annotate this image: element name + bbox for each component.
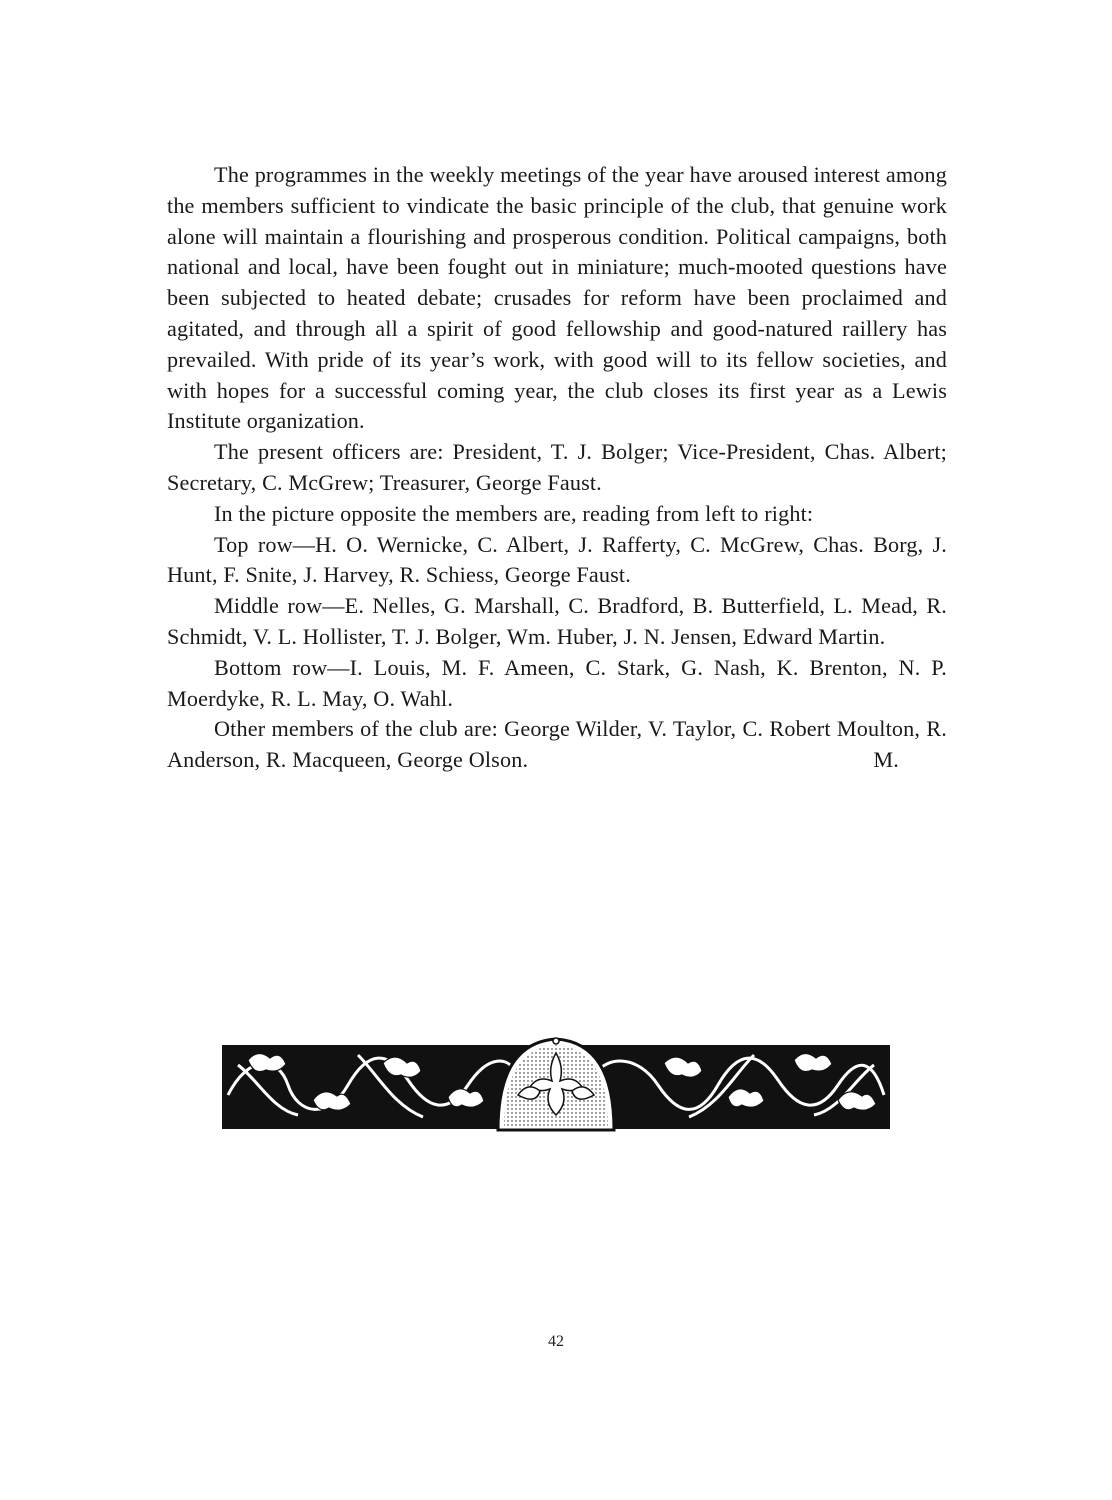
paragraph-officers: The present officers are: President, T. J. Bolger; Vice-President, Chas. Albert; Secretary, C. McGrew; Treasurer, George Faust. — [167, 439, 947, 495]
floral-scroll-ornament-icon — [218, 1035, 894, 1137]
page-number: 42 — [548, 1333, 564, 1350]
paragraph-picture-intro: In the picture opposite the members are, reading from left to right: — [214, 500, 814, 526]
paragraph-bottom-row: Bottom row—I. Louis, M. F. Ameen, C. Stark, G. Nash, K. Brenton, N. P. Moerdyke, R. L. May, O. Wahl. — [167, 654, 947, 711]
paragraph-club-summary: The programmes in the weekly meetings of the year have aroused interest among the members sufficient to vindicate the basic principle of the club, that genuine work alone will maintain a flourishing and prosperous condition. Political campaigns, both national and local, have been fought out in miniature; much-mooted questions have been subjected to heated debate; crusades for reform have been proclaimed and agitated, and through all a spirit of good fellowship and good-natured raillery has prevailed. With pride of its year’s work, with good will to its fellow societies, and with hopes for a successful coming year, the club closes its first year as a Lewis Institute organization. — [167, 162, 947, 434]
paragraph-other-members — [167, 714, 947, 776]
author-signoff: M. — [873, 747, 899, 773]
other-members-text: Other members of the club are: George Wilder, V. Taylor, C. Robert Moulton, R. Anderson, R. Macqueen, George Olson. — [167, 716, 947, 773]
paragraph-top-row: Top row—H. O. Wernicke, C. Albert, J. Rafferty, C. McGrew, Chas. Borg, J. Hunt, F. Snite, J. Harvey, R. Schiess, George Faust. — [167, 531, 947, 588]
page-body — [167, 160, 947, 776]
paragraph-middle-row: Middle row—E. Nelles, G. Marshall, C. Bradford, B. Butterfield, L. Mead, R. Schmidt, V. L. Hollister, T. J. Bolger, Wm. Huber, J. N. Jensen, Edward Martin. — [167, 593, 947, 649]
